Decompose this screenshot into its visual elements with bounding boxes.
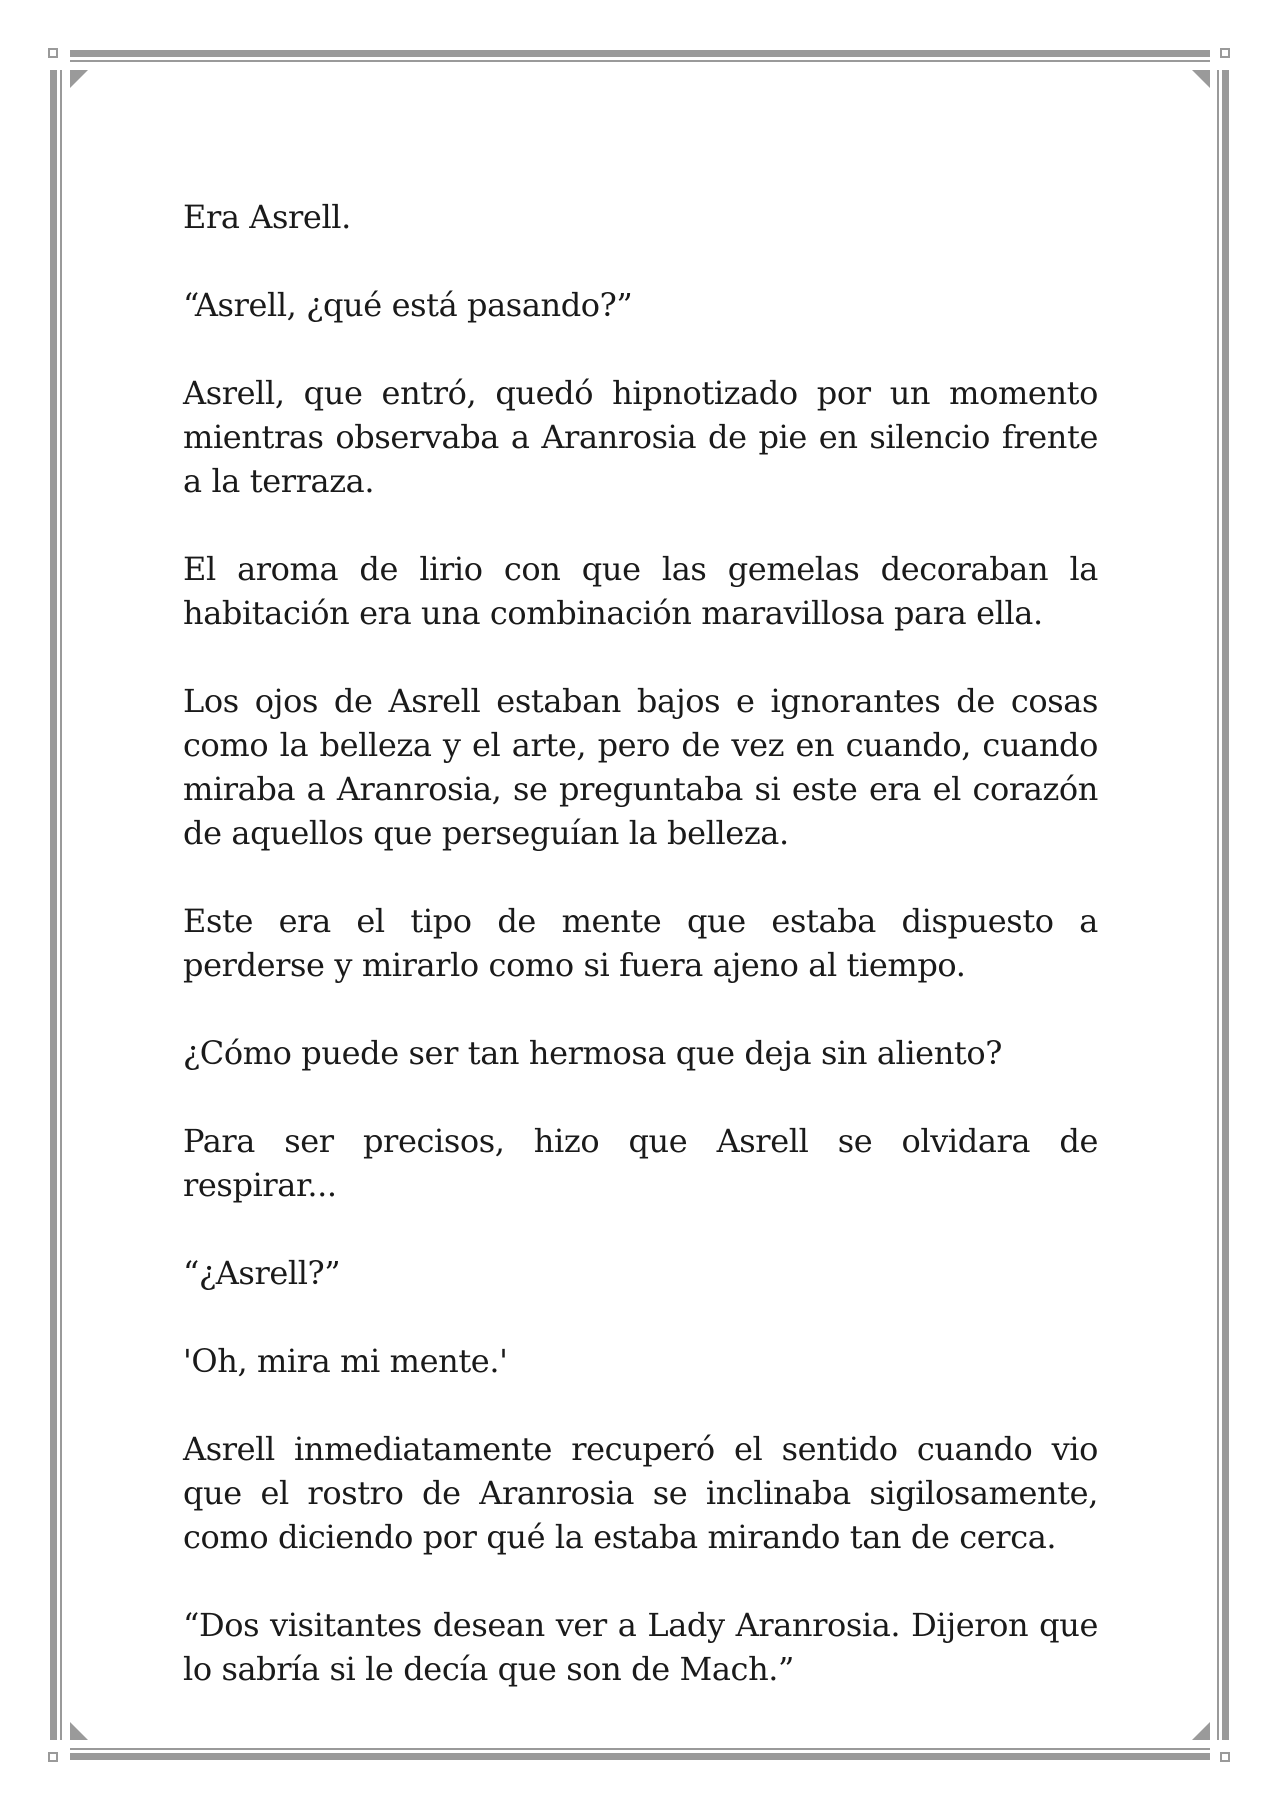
frame-corner-top-left (48, 48, 58, 58)
frame-ornament-bottom-left (70, 1722, 88, 1740)
paragraph: Los ojos de Asrell estaban bajos e ignorantes de cosas como la belleza y el arte, pero de vez en cuando, cuando miraba a Aranrosia, se preguntaba si este era el corazón de aquellos que perseguían la belleza. (183, 682, 1098, 852)
paragraph: 'Oh, mira mi mente.' (183, 1342, 508, 1380)
frame-ornament-top-right (1192, 70, 1210, 88)
paragraph: ¿Cómo puede ser tan hermosa que deja sin aliento? (183, 1034, 1002, 1072)
paragraph: “¿Asrell?” (183, 1254, 341, 1292)
paragraph: Asrell inmediatamente recuperó el sentido cuando vio que el rostro de Aranrosia se inclinaba sigilosamente, como diciendo por qué la estaba mirando tan de cerca. (183, 1430, 1098, 1556)
frame-inner-right (1217, 70, 1219, 1740)
frame-corner-bottom-left (48, 1752, 58, 1762)
frame-border-left (50, 70, 57, 1740)
frame-ornament-bottom-right (1192, 1722, 1210, 1740)
paragraph: Este era el tipo de mente que estaba dispuesto a perderse y mirarlo como si fuera ajeno al tiempo. (183, 902, 1098, 984)
page-body (183, 195, 1098, 1691)
paragraph: Asrell, que entró, quedó hipnotizado por un momento mientras observaba a Aranrosia de pie en silencio frente a la terraza. (183, 374, 1098, 500)
paragraph: El aroma de lirio con que las gemelas decoraban la habitación era una combinación maravillosa para ella. (183, 550, 1098, 632)
frame-corner-top-right (1220, 48, 1230, 58)
paragraph: “Asrell, ¿qué está pasando?” (183, 286, 633, 324)
frame-inner-left (60, 70, 62, 1740)
paragraph: “Dos visitantes desean ver a Lady Aranrosia. Dijeron que lo sabría si le decía que son de Mach.” (183, 1606, 1098, 1688)
frame-ornament-top-left (70, 70, 88, 88)
frame-border-bottom (70, 1753, 1210, 1760)
frame-border-right (1222, 70, 1229, 1740)
frame-border-top (70, 50, 1210, 57)
paragraph: Para ser precisos, hizo que Asrell se olvidara de respirar... (183, 1122, 1098, 1204)
paragraph: Era Asrell. (183, 198, 351, 236)
frame-inner-bottom (70, 1748, 1210, 1750)
frame-inner-top (70, 60, 1210, 62)
frame-corner-bottom-right (1220, 1752, 1230, 1762)
